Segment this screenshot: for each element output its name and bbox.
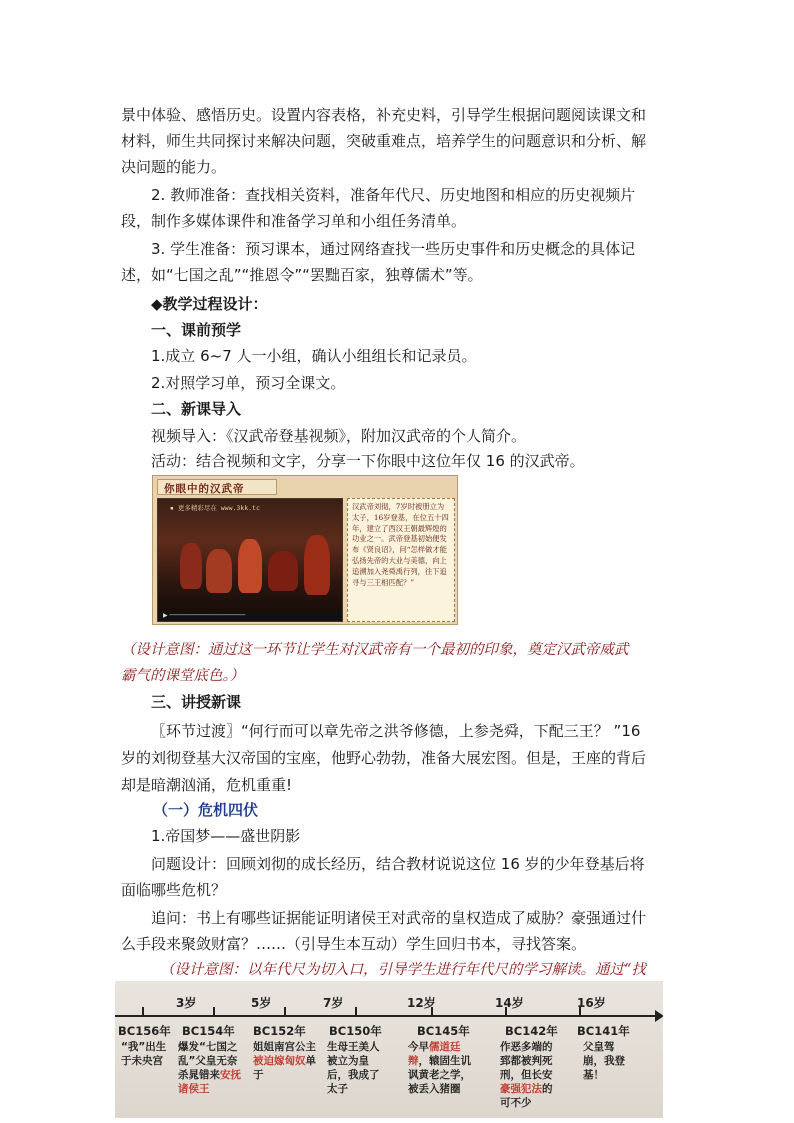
- student-prep-line-2: 述，如“七国之乱”“推恩令”“罢黜百家，独尊儒术”等。: [121, 266, 483, 284]
- section-3-title: 三、讲授新课: [151, 693, 242, 711]
- age-label: 5岁: [251, 996, 272, 1010]
- event-desc-text: 爆发“七国之乱”父皇无奈杀晁错来: [178, 1041, 238, 1081]
- design-intent-2-line-1: （设计意图：以年代尺为切入口，引导学生进行年代尺的学习解读。通过“找: [160, 962, 646, 978]
- tick-bc156: [142, 1007, 144, 1017]
- video-title-strip: [157, 479, 277, 495]
- section-2-activity: 活动：结合视频和文字，分享一下你眼中这位年仅 16 的汉武帝。: [151, 452, 585, 470]
- event-desc-highlight: 豪强犯法: [500, 1083, 542, 1095]
- section-3-p1-line-3: 却是暗潮汹涌，危机重重!: [121, 776, 293, 794]
- follow-up-line-2: 么手段来聚敛财富？……（引导生本互动）学生回归书本，寻找答案。: [121, 935, 587, 953]
- event-year: BC150年: [329, 1024, 382, 1038]
- video-title: 你眼中的汉武帝: [164, 483, 245, 495]
- event-desc-text: ，辕固生讥讽黄老之学，被丢入猪圈: [408, 1055, 471, 1095]
- intro-line-1: 景中体验、感悟历史。设置内容表格，补充史料，引导学生根据问题阅读课文和: [121, 106, 647, 124]
- event-desc-highlight: 被迫嫁匈奴: [253, 1055, 306, 1067]
- subsection-crisis-title: （一）危机四伏: [153, 801, 259, 819]
- event-desc-highlight: 儒道廷辩: [408, 1041, 461, 1067]
- event-desc-text: 姐姐南宫公主: [253, 1041, 316, 1053]
- process-heading: ◆教学过程设计：: [151, 295, 268, 313]
- play-icon[interactable]: ▶ ─────────────────────: [163, 612, 246, 619]
- figure-4: [268, 551, 298, 591]
- figure-2: [206, 549, 232, 593]
- teacher-prep-line-2: 段，制作多媒体课件和准备学习单和小组任务清单。: [121, 212, 467, 230]
- event-year: BC152年: [253, 1024, 306, 1038]
- figure-5: [304, 535, 330, 595]
- event-desc: 父皇驾崩，我登基！: [583, 1041, 625, 1081]
- event-desc-highlight: 安抚诸侯王: [178, 1069, 241, 1095]
- event-year: BC141年: [577, 1024, 630, 1038]
- video-watermark: ▪ 更多精彩尽在 www.3kk.tc: [170, 504, 260, 512]
- timeline-arrowhead: [655, 1010, 663, 1022]
- item-empire-dream: 1.帝国梦——盛世阴影: [151, 827, 301, 845]
- event-desc: [178, 1040, 242, 1096]
- event-desc-text: 作恶多端的郅都被判死刑，但长安: [500, 1041, 553, 1081]
- figure-1: [180, 543, 202, 589]
- follow-up-line-1: 追问：书上有哪些证据能证明诸侯王对武帝的皇权造成了威胁？豪强通过什: [151, 909, 647, 927]
- tick-bc154: [213, 1007, 215, 1017]
- section-1-item-2: 2.对照学习单，预习全课文。: [151, 374, 346, 392]
- video-screenshot: [152, 475, 458, 625]
- teacher-prep-line-1: 2. 教师准备：查找相关资料，准备年代尺、历史地图和相应的历史视频片: [151, 186, 636, 204]
- video-control-bar[interactable]: [158, 611, 342, 621]
- section-3-p1-line-2: 岁的刘彻登基大汉帝国的宝座，他野心勃勃，准备大展宏图。但是，王座的背后: [121, 749, 647, 767]
- event-desc: [408, 1040, 476, 1096]
- intro-line-3: 决问题的能力。: [121, 158, 227, 176]
- section-3-p1-line-1: 〖环节过渡〗“何行而可以章先帝之洪爷修德，上参尧舜，下配三王？ ”16: [151, 722, 641, 740]
- video-caption: 汉武帝刘彻，7岁时被册立为太子，16岁登基，在位五十四年，建立了西汉王朝最辉煌的功业之一。武帝登基初始便发布《贤良诏》，问“怎样做才能弘扬先帝的大业与美德，向上追溯加入尧舜禹行列，往下追寻与三王相匹配？”: [352, 502, 449, 587]
- intro-line-2: 材料，师生共同探讨来解决问题，突破重难点，培养学生的问题意识和分析、解: [121, 132, 647, 150]
- video-caption-card: [347, 498, 455, 622]
- event-desc: [500, 1040, 560, 1110]
- section-2-video: 视频导入：《汉武帝登基视频》，附加汉武帝的个人简介。: [151, 427, 527, 445]
- event-desc-text: 今早: [408, 1041, 429, 1053]
- figure-3: [238, 539, 262, 593]
- event-year: BC154年: [182, 1024, 235, 1038]
- age-label: 14岁: [495, 996, 524, 1010]
- event-desc: [253, 1040, 323, 1082]
- age-label: 16岁: [577, 996, 606, 1010]
- section-1-item-1: 1.成立 6~7 人一小组，确认小组组长和记录员。: [151, 347, 477, 365]
- video-frame[interactable]: [157, 498, 343, 622]
- timeline-axis: [115, 1015, 659, 1017]
- section-2-title: 二、新课导入: [151, 400, 242, 418]
- design-intent-1-line-1: （设计意图：通过这一环节让学生对汉武帝有一个最初的印象，奠定汉武帝威武: [121, 642, 629, 658]
- age-label: 7岁: [323, 996, 344, 1010]
- event-year: BC145年: [417, 1024, 470, 1038]
- tick-bc150: [355, 1007, 357, 1017]
- event-desc-text: 的可不少: [500, 1083, 553, 1109]
- event-year: BC142年: [505, 1024, 558, 1038]
- age-label: 3岁: [176, 996, 197, 1010]
- age-label: 12岁: [407, 996, 436, 1010]
- event-desc: “我”出生于未央宫: [121, 1041, 167, 1067]
- event-desc: 生母王美人被立为皇后，我成了太子: [327, 1041, 380, 1095]
- event-desc-text: 单于: [253, 1055, 316, 1081]
- tick-bc152: [284, 1007, 286, 1017]
- section-1-title: 一、课前预学: [151, 321, 242, 339]
- student-prep-line-1: 3. 学生准备：预习课本，通过网络查找一些历史事件和历史概念的具体记: [151, 240, 636, 258]
- question-design-line-1: 问题设计：回顾刘彻的成长经历，结合教材说说这位 16 岁的少年登基后将: [151, 855, 645, 873]
- design-intent-1-line-2: 霸气的课堂底色。）: [121, 668, 245, 684]
- event-year: BC156年: [118, 1024, 171, 1038]
- timeline-chart: [115, 981, 663, 1118]
- question-design-line-2: 面临哪些危机？: [121, 881, 227, 899]
